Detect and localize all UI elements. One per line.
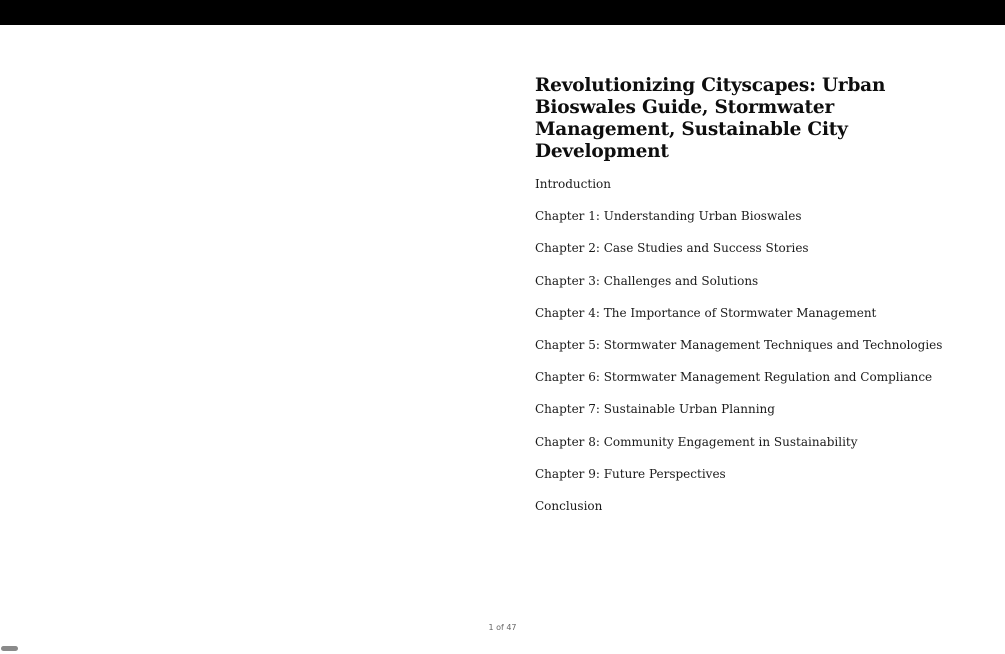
toc-item-chapter-4[interactable]: Chapter 4: The Importance of Stormwater Management [535,305,877,320]
toc-item-chapter-3[interactable]: Chapter 3: Challenges and Solutions [535,273,759,288]
top-bar [0,0,1005,25]
toc-item-introduction[interactable]: Introduction [535,177,611,191]
book-page [0,25,1005,654]
toc-item-chapter-7[interactable]: Chapter 7: Sustainable Urban Planning [535,402,775,417]
book-title: Revolutionizing Cityscapes: Urban Bioswales Guide, Stormwater Management, Sustainable City Development [535,75,886,162]
scrollbar-thumb[interactable] [1,646,18,651]
toc-item-chapter-1[interactable]: Chapter 1: Understanding Urban Bioswales [535,209,802,224]
toc-item-chapter-9[interactable]: Chapter 9: Future Perspectives [535,466,726,481]
toc-item-chapter-2[interactable]: Chapter 2: Case Studies and Success Stories [535,241,809,256]
toc-list [535,176,975,514]
toc-item-chapter-8[interactable]: Chapter 8: Community Engagement in Sustainability [535,434,858,449]
toc-item-chapter-6[interactable]: Chapter 6: Stormwater Management Regulation and Compliance [535,370,933,385]
table-of-contents [535,75,975,530]
toc-item-chapter-5[interactable]: Chapter 5: Stormwater Management Techniques and Technologies [535,337,943,352]
page-indicator: 1 of 47 [488,623,517,632]
toc-item-conclusion[interactable]: Conclusion [535,498,603,513]
